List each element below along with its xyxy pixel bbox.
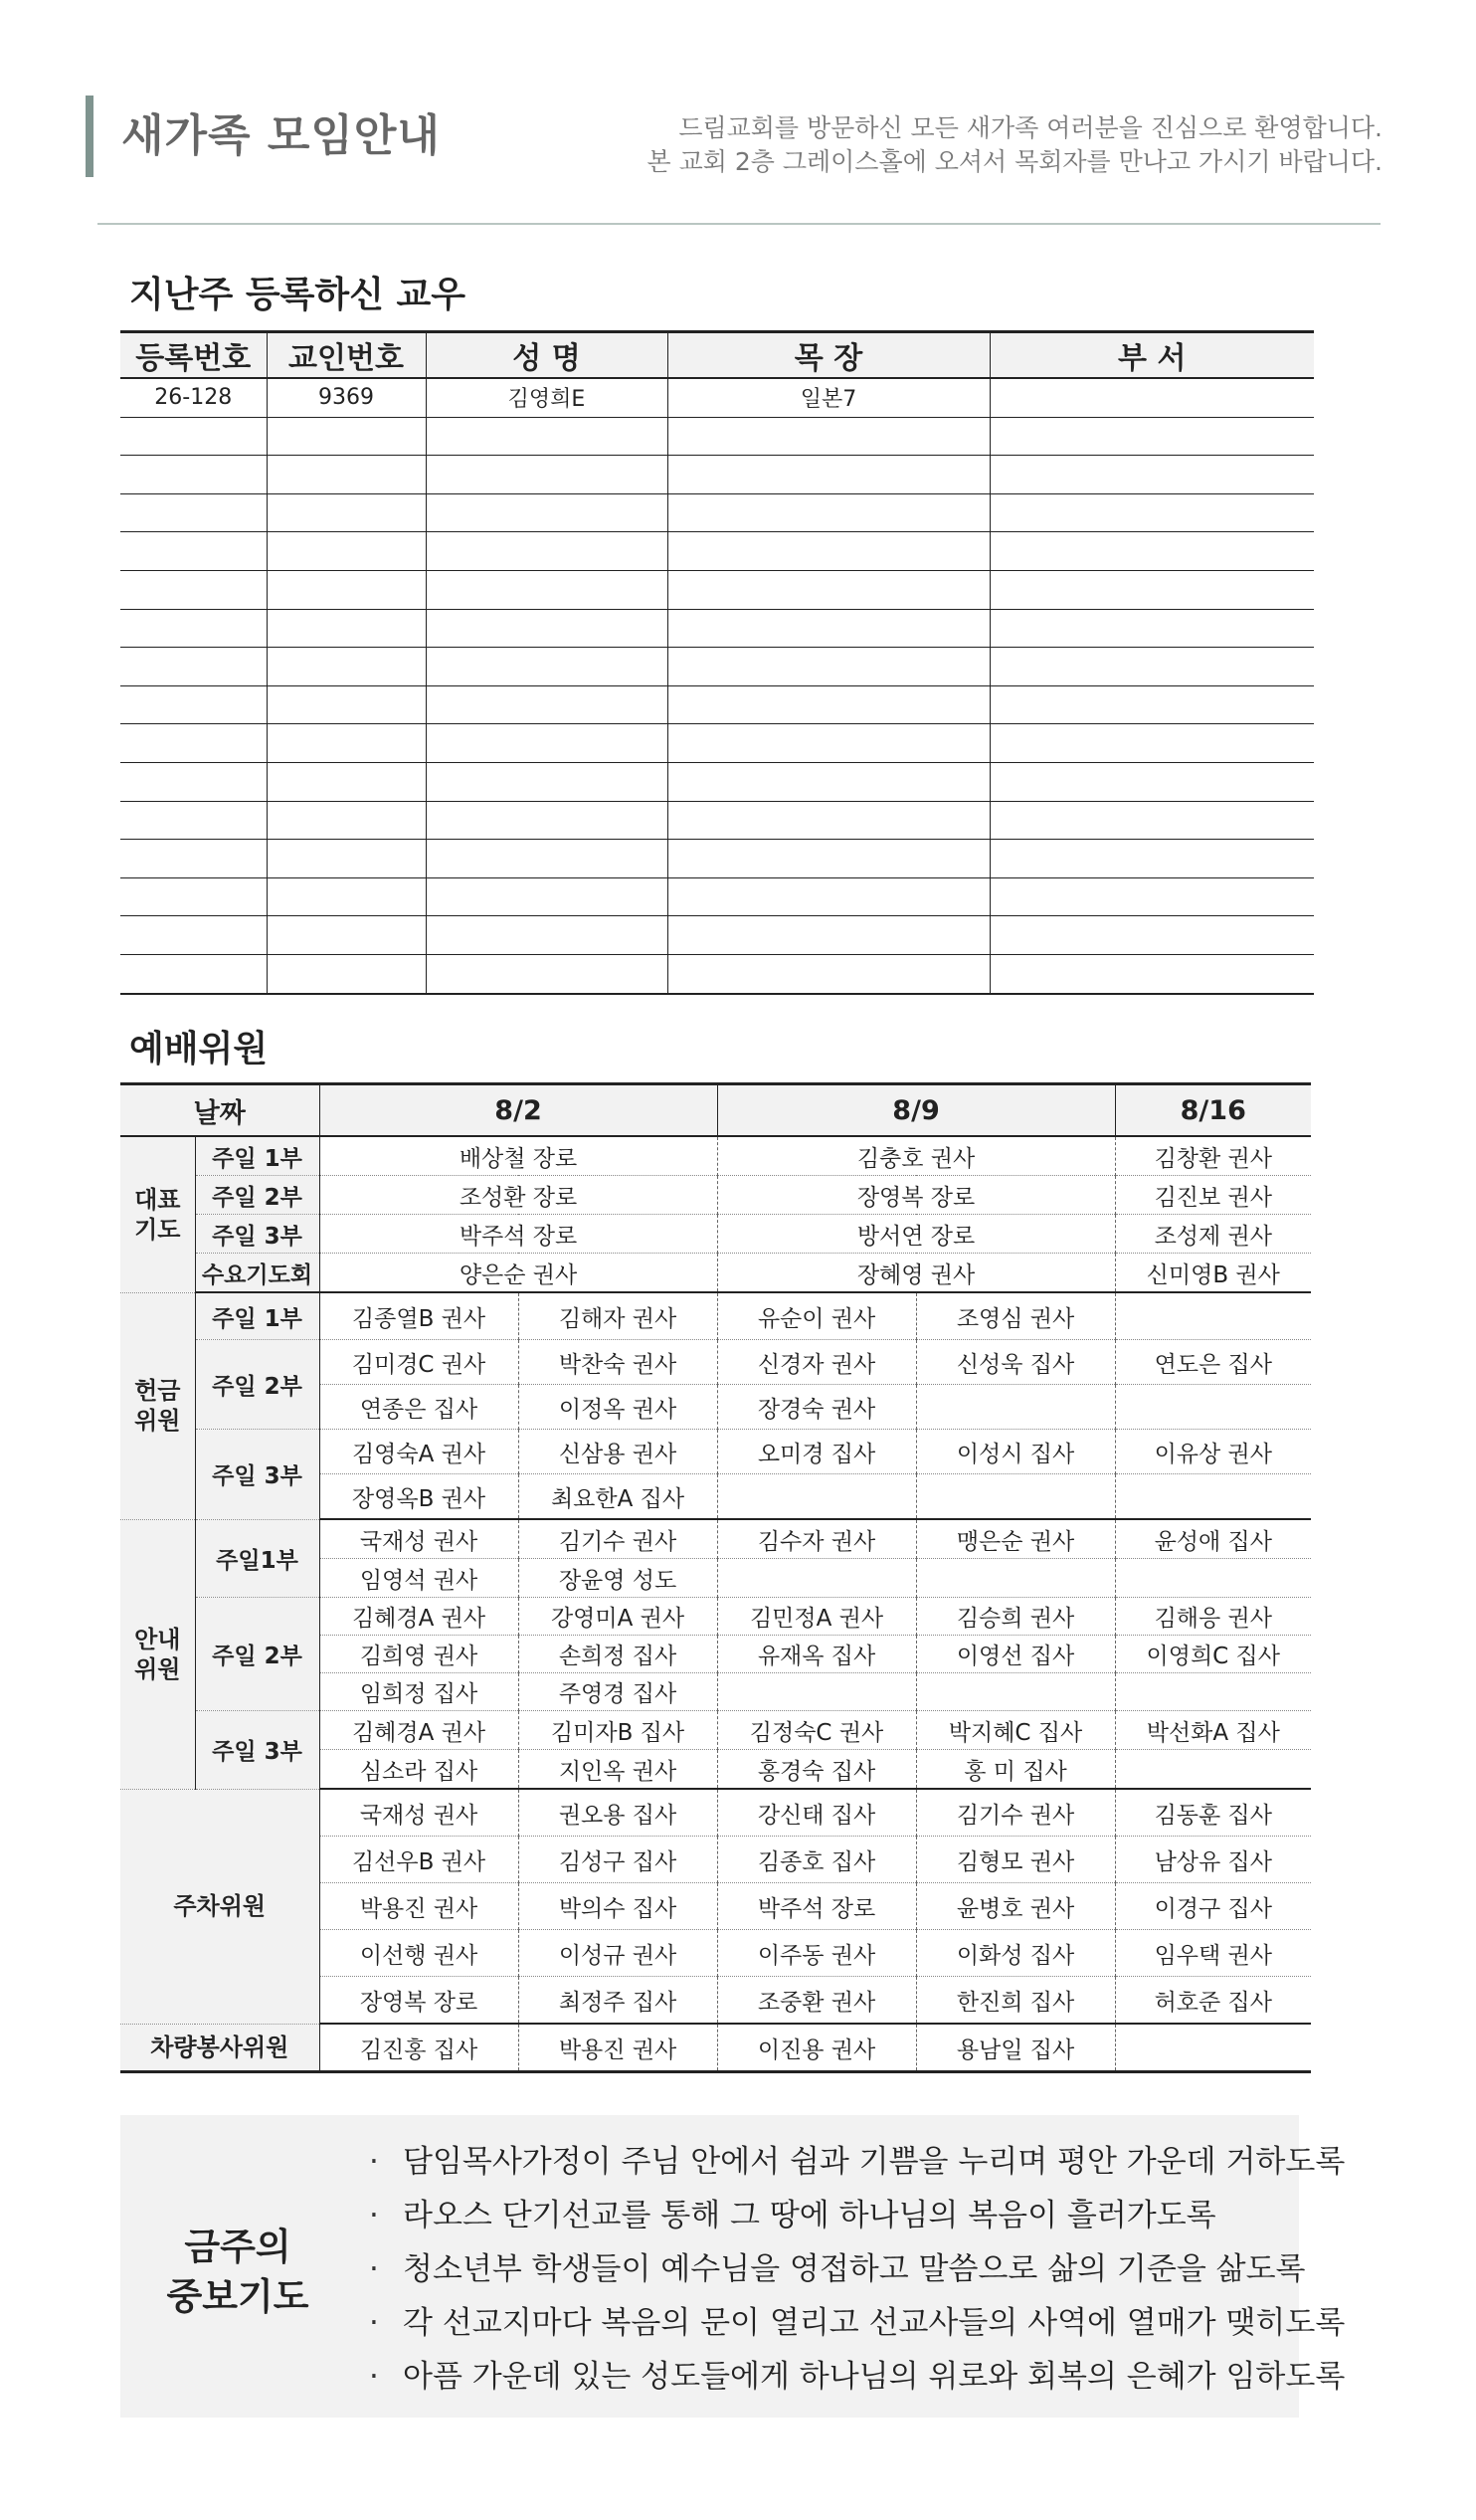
offering-row [120, 1430, 1311, 1474]
department-cell [990, 724, 1314, 763]
service-label: 주일 1부 [195, 1136, 319, 1176]
registration-row [120, 609, 1314, 648]
header-accent-bar [86, 96, 93, 177]
cell-group-cell [667, 609, 990, 648]
reg-no-cell [120, 840, 267, 878]
member-cell [717, 1673, 916, 1711]
member-no-cell [267, 532, 426, 571]
col-header-name: 성 명 [426, 332, 667, 379]
member-cell [717, 1559, 916, 1598]
reg-no-cell: 26-128 [120, 378, 267, 417]
col-header-cell-group: 목 장 [667, 332, 990, 379]
registration-header-row [120, 332, 1314, 379]
reg-no-cell [120, 724, 267, 763]
subtitle-line-2: 본 교회 2층 그레이스홀에 오셔서 목회자를 만나고 가시기 바랍니다. [646, 147, 1383, 176]
prayer-item [369, 2189, 1345, 2242]
member-cell: 박찬숙 권사 [518, 1340, 717, 1385]
prayer-title-line-2: 중보기도 [166, 2275, 309, 2318]
department-cell [990, 840, 1314, 878]
member-cell: 김해응 권사 [1115, 1598, 1311, 1636]
prayer-leader-week2: 방서연 장로 [717, 1215, 1115, 1254]
prayer-row [120, 1136, 1311, 1176]
member-cell: 김해자 권사 [518, 1292, 717, 1340]
member-cell [1115, 1385, 1311, 1430]
member-cell: 허호준 집사 [1115, 1977, 1311, 2025]
vehicle-category-label: 차량봉사위원 [120, 2024, 319, 2072]
member-cell [1115, 1474, 1311, 1520]
member-cell: 장영옥B 권사 [319, 1474, 518, 1520]
member-no-cell [267, 877, 426, 916]
member-cell: 용남일 집사 [916, 2024, 1115, 2072]
member-no-cell [267, 954, 426, 993]
bullet-icon: · [369, 2305, 379, 2341]
member-cell: 이영선 집사 [916, 1636, 1115, 1673]
member-cell [916, 1385, 1115, 1430]
member-no-cell [267, 648, 426, 686]
name-cell [426, 417, 667, 456]
department-cell [990, 417, 1314, 456]
registration-row [120, 916, 1314, 955]
vehicle-row [120, 2024, 1311, 2072]
worship-header-row [120, 1084, 1311, 1137]
member-cell: 신삼용 권사 [518, 1430, 717, 1474]
member-cell: 이화성 집사 [916, 1930, 1115, 1977]
member-cell: 이성시 집사 [916, 1430, 1115, 1474]
member-cell: 맹은순 권사 [916, 1519, 1115, 1559]
cell-group-cell [667, 648, 990, 686]
page-title: 새가족 모임안내 [121, 110, 441, 161]
member-cell: 장윤영 성도 [518, 1559, 717, 1598]
reg-no-cell [120, 801, 267, 840]
intercessory-prayer-title [160, 2223, 315, 2322]
cell-group-cell [667, 685, 990, 724]
member-cell [1115, 1673, 1311, 1711]
member-cell: 김기수 권사 [518, 1519, 717, 1559]
name-cell [426, 916, 667, 955]
registration-row [120, 954, 1314, 993]
prayer-item-text: 청소년부 학생들이 예수님을 영접하고 말씀으로 삶의 기준을 삶도록 [403, 2251, 1306, 2287]
registration-row [120, 801, 1314, 840]
member-cell: 박의수 집사 [518, 1883, 717, 1930]
cell-group-cell [667, 801, 990, 840]
member-cell: 임영석 권사 [319, 1559, 518, 1598]
member-cell: 박주석 장로 [717, 1883, 916, 1930]
cell-group-cell: 일본7 [667, 378, 990, 417]
member-cell: 국재성 권사 [319, 1519, 518, 1559]
prayer-list [369, 2135, 1345, 2404]
prayer-row [120, 1215, 1311, 1254]
service-label: 주일 3부 [195, 1215, 319, 1254]
member-cell: 김영숙A 권사 [319, 1430, 518, 1474]
member-cell: 박용진 권사 [518, 2024, 717, 2072]
reg-no-cell [120, 456, 267, 494]
col-header-reg-no: 등록번호 [120, 332, 267, 379]
member-cell: 박선화A 집사 [1115, 1711, 1311, 1750]
registration-row [120, 685, 1314, 724]
prayer-item [369, 2350, 1345, 2404]
member-cell: 윤성애 집사 [1115, 1519, 1311, 1559]
department-cell [990, 570, 1314, 609]
member-no-cell [267, 840, 426, 878]
member-cell: 국재성 권사 [319, 1789, 518, 1837]
name-cell [426, 456, 667, 494]
registration-row [120, 456, 1314, 494]
date-header-week1: 8/2 [319, 1084, 717, 1137]
name-cell [426, 570, 667, 609]
prayer-leader-week3: 신미영B 권사 [1115, 1254, 1311, 1293]
header-subtitle [647, 111, 1383, 179]
member-cell: 김민정A 권사 [717, 1598, 916, 1636]
member-cell: 유순이 권사 [717, 1292, 916, 1340]
member-cell: 이유상 권사 [1115, 1430, 1311, 1474]
member-cell [916, 1474, 1115, 1520]
subtitle-line-1: 드림교회를 방문하신 모든 새가족 여러분을 진심으로 환영합니다. [678, 113, 1383, 142]
registration-row [120, 877, 1314, 916]
registration-row [120, 724, 1314, 763]
cell-group-cell [667, 762, 990, 801]
service-label: 주일1부 [195, 1519, 319, 1598]
member-cell: 강신태 집사 [717, 1789, 916, 1837]
member-cell: 장영복 장로 [319, 1977, 518, 2025]
member-cell: 지인옥 권사 [518, 1750, 717, 1790]
cell-group-cell [667, 954, 990, 993]
member-cell: 오미경 집사 [717, 1430, 916, 1474]
member-cell: 연종은 집사 [319, 1385, 518, 1430]
cell-group-cell [667, 840, 990, 878]
reg-no-cell [120, 916, 267, 955]
cell-group-cell [667, 417, 990, 456]
prayer-leader-week3: 김창환 권사 [1115, 1136, 1311, 1176]
member-cell: 김정숙C 권사 [717, 1711, 916, 1750]
department-cell [990, 532, 1314, 571]
registration-row [120, 532, 1314, 571]
member-cell: 유재옥 집사 [717, 1636, 916, 1673]
member-cell: 손희정 집사 [518, 1636, 717, 1673]
prayer-title-line-1: 금주의 [184, 2226, 291, 2268]
name-cell [426, 493, 667, 532]
member-cell: 윤병호 권사 [916, 1883, 1115, 1930]
member-cell: 임희정 집사 [319, 1673, 518, 1711]
member-no-cell [267, 609, 426, 648]
member-cell: 김미경C 권사 [319, 1340, 518, 1385]
registration-row [120, 648, 1314, 686]
member-no-cell [267, 417, 426, 456]
service-label: 주일 3부 [195, 1711, 319, 1790]
name-cell [426, 954, 667, 993]
parking-row [120, 1789, 1311, 1837]
col-header-department: 부 서 [990, 332, 1314, 379]
registration-row [120, 762, 1314, 801]
department-cell [990, 916, 1314, 955]
reg-no-cell [120, 877, 267, 916]
member-no-cell: 9369 [267, 378, 426, 417]
prayer-item [369, 2242, 1345, 2296]
registration-row [120, 417, 1314, 456]
prayer-item-text: 각 선교지마다 복음의 문이 열리고 선교사들의 사역에 열매가 맺히도록 [403, 2305, 1346, 2341]
prayer-item [369, 2296, 1345, 2350]
col-header-member-no: 교인번호 [267, 332, 426, 379]
member-cell: 김기수 권사 [916, 1789, 1115, 1837]
member-cell: 장경숙 권사 [717, 1385, 916, 1430]
member-cell: 조영심 권사 [916, 1292, 1115, 1340]
name-cell [426, 685, 667, 724]
member-no-cell [267, 456, 426, 494]
registration-row [120, 570, 1314, 609]
date-header: 날짜 [120, 1084, 319, 1137]
member-cell: 연도은 집사 [1115, 1340, 1311, 1385]
prayer-leader-week2: 장영복 장로 [717, 1176, 1115, 1215]
member-cell: 이선행 권사 [319, 1930, 518, 1977]
member-cell: 강영미A 권사 [518, 1598, 717, 1636]
offering-row [120, 1292, 1311, 1340]
prayer-leader-week2: 장혜영 권사 [717, 1254, 1115, 1293]
prayer-category-label: 대표 기도 [120, 1136, 195, 1292]
worship-committee-table [120, 1082, 1311, 2073]
member-cell [1115, 1292, 1311, 1340]
member-cell: 주영경 집사 [518, 1673, 717, 1711]
member-no-cell [267, 762, 426, 801]
prayer-leader-week1: 조성환 장로 [319, 1176, 717, 1215]
member-cell [1115, 2024, 1311, 2072]
reg-no-cell [120, 417, 267, 456]
member-cell: 한진희 집사 [916, 1977, 1115, 2025]
prayer-leader-week3: 김진보 권사 [1115, 1176, 1311, 1215]
date-header-week3: 8/16 [1115, 1084, 1311, 1137]
service-label: 주일 3부 [195, 1430, 319, 1520]
member-cell: 이주동 권사 [717, 1930, 916, 1977]
member-cell: 김미자B 집사 [518, 1711, 717, 1750]
header-divider [97, 223, 1381, 225]
member-cell: 김성구 집사 [518, 1837, 717, 1883]
department-cell [990, 762, 1314, 801]
cell-group-cell [667, 570, 990, 609]
parking-category-label: 주차위원 [120, 1789, 319, 2024]
prayer-leader-week2: 김충호 권사 [717, 1136, 1115, 1176]
member-cell: 김희영 권사 [319, 1636, 518, 1673]
prayer-leader-week1: 박주석 장로 [319, 1215, 717, 1254]
member-cell: 김종열B 권사 [319, 1292, 518, 1340]
name-cell: 김영희E [426, 378, 667, 417]
department-cell [990, 648, 1314, 686]
reg-no-cell [120, 532, 267, 571]
member-no-cell [267, 801, 426, 840]
member-cell: 김선우B 권사 [319, 1837, 518, 1883]
registration-row [120, 378, 1314, 417]
cell-group-cell [667, 916, 990, 955]
member-cell: 임우택 권사 [1115, 1930, 1311, 1977]
member-cell [916, 1673, 1115, 1711]
name-cell [426, 877, 667, 916]
member-no-cell [267, 685, 426, 724]
department-cell [990, 609, 1314, 648]
member-cell [717, 1474, 916, 1520]
usher-category-label: 안내 위원 [120, 1519, 195, 1789]
reg-no-cell [120, 493, 267, 532]
reg-no-cell [120, 762, 267, 801]
member-cell [1115, 1750, 1311, 1790]
member-cell: 조중환 권사 [717, 1977, 916, 2025]
prayer-item-text: 아픔 가운데 있는 성도들에게 하나님의 위로와 회복의 은혜가 임하도록 [403, 2359, 1346, 2395]
reg-no-cell [120, 648, 267, 686]
usher-row [120, 1519, 1311, 1559]
member-cell: 김종호 집사 [717, 1837, 916, 1883]
name-cell [426, 840, 667, 878]
worship-title: 예배위원 [129, 1029, 269, 1069]
member-cell: 김동훈 집사 [1115, 1789, 1311, 1837]
member-cell [1115, 1559, 1311, 1598]
name-cell [426, 609, 667, 648]
member-cell: 박용진 권사 [319, 1883, 518, 1930]
prayer-leader-week1: 배상철 장로 [319, 1136, 717, 1176]
cell-group-cell [667, 877, 990, 916]
name-cell [426, 801, 667, 840]
offering-row [120, 1340, 1311, 1385]
department-cell [990, 685, 1314, 724]
member-cell: 최요한A 집사 [518, 1474, 717, 1520]
member-cell: 남상유 집사 [1115, 1837, 1311, 1883]
member-cell: 권오용 집사 [518, 1789, 717, 1837]
cell-group-cell [667, 493, 990, 532]
cell-group-cell [667, 532, 990, 571]
prayer-item-text: 라오스 단기선교를 통해 그 땅에 하나님의 복음이 흘러가도록 [403, 2198, 1216, 2233]
reg-no-cell [120, 570, 267, 609]
member-cell: 김수자 권사 [717, 1519, 916, 1559]
member-cell: 이성규 권사 [518, 1930, 717, 1977]
department-cell [990, 378, 1314, 417]
name-cell [426, 532, 667, 571]
date-header-week2: 8/9 [717, 1084, 1115, 1137]
registration-row [120, 493, 1314, 532]
service-label: 주일 2부 [195, 1176, 319, 1215]
registration-title: 지난주 등록하신 교우 [129, 275, 466, 315]
reg-no-cell [120, 685, 267, 724]
usher-row [120, 1598, 1311, 1636]
department-cell [990, 801, 1314, 840]
member-cell: 김혜경A 권사 [319, 1711, 518, 1750]
service-label: 수요기도회 [195, 1254, 319, 1293]
prayer-row [120, 1176, 1311, 1215]
usher-row [120, 1711, 1311, 1750]
cell-group-cell [667, 456, 990, 494]
member-cell: 심소라 집사 [319, 1750, 518, 1790]
department-cell [990, 493, 1314, 532]
reg-no-cell [120, 954, 267, 993]
member-cell: 김형모 권사 [916, 1837, 1115, 1883]
member-cell: 이영희C 집사 [1115, 1636, 1311, 1673]
member-cell: 김혜경A 권사 [319, 1598, 518, 1636]
member-no-cell [267, 916, 426, 955]
member-cell: 김진홍 집사 [319, 2024, 518, 2072]
bullet-icon: · [369, 2251, 379, 2287]
member-cell: 신성욱 집사 [916, 1340, 1115, 1385]
member-cell: 김승희 권사 [916, 1598, 1115, 1636]
prayer-item-text: 담임목사가정이 주님 안에서 쉼과 기쁨을 누리며 평안 가운데 거하도록 [403, 2144, 1346, 2180]
service-label: 주일 2부 [195, 1598, 319, 1711]
offering-category-label: 헌금 위원 [120, 1292, 195, 1519]
name-cell [426, 762, 667, 801]
member-cell: 이정옥 권사 [518, 1385, 717, 1430]
department-cell [990, 456, 1314, 494]
bullet-icon: · [369, 2144, 379, 2180]
member-cell: 이경구 집사 [1115, 1883, 1311, 1930]
department-cell [990, 877, 1314, 916]
reg-no-cell [120, 609, 267, 648]
member-cell: 홍경숙 집사 [717, 1750, 916, 1790]
bullet-icon: · [369, 2198, 379, 2233]
prayer-row [120, 1254, 1311, 1293]
member-cell [916, 1559, 1115, 1598]
name-cell [426, 648, 667, 686]
prayer-leader-week3: 조성제 권사 [1115, 1215, 1311, 1254]
member-no-cell [267, 570, 426, 609]
bullet-icon: · [369, 2359, 379, 2395]
member-cell: 홍 미 집사 [916, 1750, 1115, 1790]
member-cell: 최정주 집사 [518, 1977, 717, 2025]
member-no-cell [267, 724, 426, 763]
service-label: 주일 2부 [195, 1340, 319, 1430]
registration-table [120, 330, 1314, 995]
intercessory-prayer-box [120, 2115, 1346, 2418]
member-no-cell [267, 493, 426, 532]
name-cell [426, 724, 667, 763]
member-cell: 박지혜C 집사 [916, 1711, 1115, 1750]
department-cell [990, 954, 1314, 993]
prayer-leader-week1: 양은순 권사 [319, 1254, 717, 1293]
prayer-item [369, 2135, 1345, 2189]
member-cell: 이진용 권사 [717, 2024, 916, 2072]
member-cell: 신경자 권사 [717, 1340, 916, 1385]
registration-row [120, 840, 1314, 878]
cell-group-cell [667, 724, 990, 763]
service-label: 주일 1부 [195, 1292, 319, 1340]
